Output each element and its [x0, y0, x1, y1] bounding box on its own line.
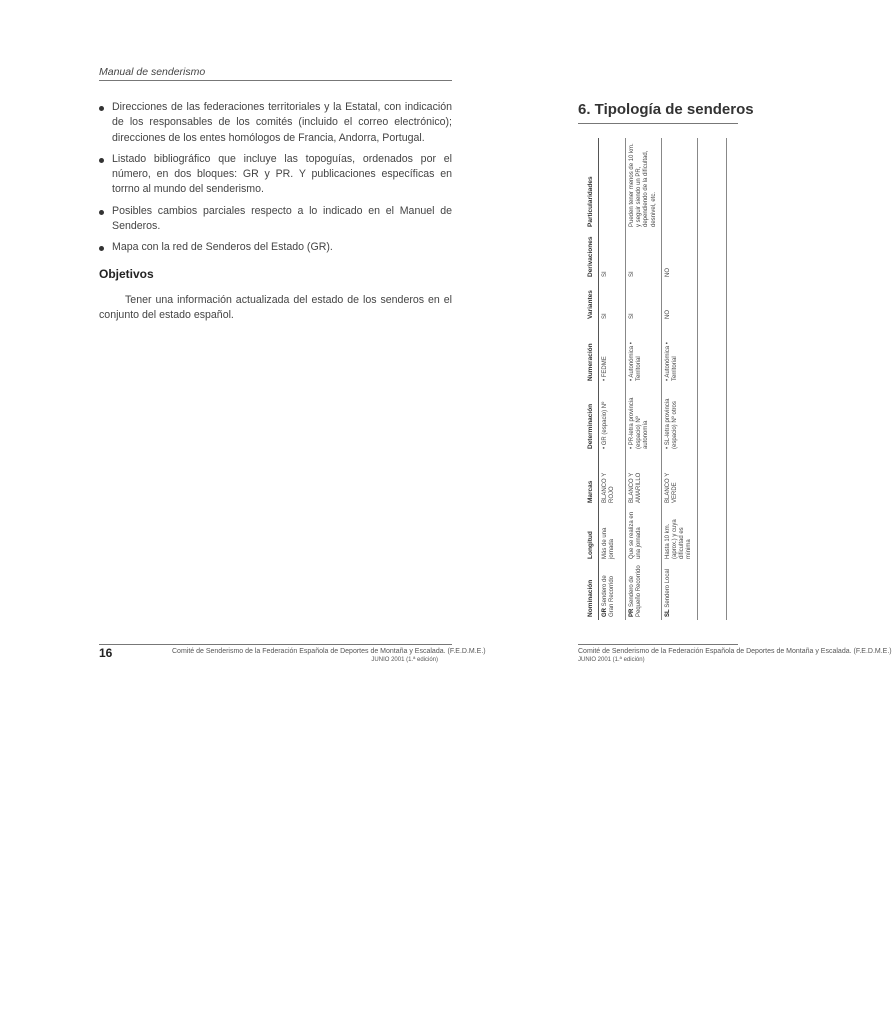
- section-title: Objetivos: [99, 267, 154, 281]
- footer-text: Comité de Senderismo de la Federación Española de Deportes de Montaña y Escalada. (F.E.D.M.E.): [172, 648, 486, 655]
- cell-particularidades: Pueden tener menos de 10 km. y seguir siendo un PR, dependiendo de la dificultad, desnivel, etc.: [626, 138, 662, 230]
- footer-text: Comité de Senderismo de la Federación Española de Deportes de Montaña y Escalada. (F.E.D.M.E.): [578, 648, 892, 655]
- cell-variantes: SI: [599, 280, 626, 322]
- list-item: Direcciones de las federaciones territoriales y la Estatal, con indicación de los responsables de los comités (incluido el correo electrónico); direcciones de los entes homólogos de Francia, Andorra, Portugal.: [99, 100, 452, 146]
- column-header: Marcas: [582, 452, 599, 506]
- column-header: Variantes: [582, 280, 599, 322]
- cell-numeracion: • FEDME: [599, 322, 626, 384]
- header-rule: [99, 80, 452, 81]
- typology-table-rotated: [582, 138, 728, 620]
- column-header: Determinación: [582, 384, 599, 452]
- bullet-icon: [99, 246, 104, 251]
- body-paragraph: Tener una información actualizada del estado de los senderos en el conjunto del estado español.: [99, 294, 452, 322]
- cell-derivaciones: SI: [626, 230, 662, 280]
- footer-edition: JUNIO 2001 (1.ª edición): [578, 657, 645, 663]
- cell-longitud: Más de una jornada: [599, 506, 626, 562]
- bullet-icon: [99, 106, 104, 111]
- table-row: [626, 138, 662, 620]
- list-item: Posibles cambios parciales respecto a lo indicado en el Manuel de Senderos.: [99, 204, 452, 235]
- column-header: Numeración: [582, 322, 599, 384]
- title-rule: [578, 123, 738, 124]
- column-header: Nominación: [582, 562, 599, 620]
- cell-numeracion: • Autonómica • Territorial: [661, 322, 697, 384]
- cell-determinacion: • GR (espacio) Nº: [599, 384, 626, 452]
- cell-marcas: BLANCO Y ROJO: [599, 452, 626, 506]
- cell-nominacion: GR Sendero de Gran Recorrido: [599, 562, 626, 620]
- bullet-icon: [99, 158, 104, 163]
- cell-marcas: BLANCO Y AMARILLO: [626, 452, 662, 506]
- table-row: [599, 138, 626, 620]
- cell-nominacion: SL Sendero Local: [661, 562, 697, 620]
- bullet-list: [99, 100, 452, 262]
- table-header-row: [582, 138, 599, 620]
- list-item: Listado bibliográfico que incluye las topoguías, ordenados por el número, en dos bloques: GR y PR. Y publicaciones específicas en torrno al mundo del senderismo.: [99, 152, 452, 198]
- cell-determinacion: • PR-letra provincia (espacio) Nº autonomía: [626, 384, 662, 452]
- cell-numeracion: • Autonómica • Territorial: [626, 322, 662, 384]
- cell-particularidades: [599, 138, 626, 230]
- footer-edition: JUNIO 2001 (1.ª edición): [371, 657, 438, 663]
- table-row: [661, 138, 697, 620]
- typology-table: [582, 138, 698, 620]
- list-item: Mapa con la red de Senderos del Estado (GR).: [99, 240, 452, 255]
- cell-derivaciones: SI: [599, 230, 626, 280]
- table-border: [726, 138, 727, 620]
- page-number: 16: [99, 646, 113, 660]
- cell-longitud: Hasta 10 km. (aprox.) y cuya dificultad es mínima: [661, 506, 697, 562]
- footer-rule: [99, 644, 452, 645]
- cell-longitud: Que se realiza en una jornada: [626, 506, 662, 562]
- cell-determinacion: • SL-letra provincia (espacio) Nº otros: [661, 384, 697, 452]
- column-header: Particularidades: [582, 138, 599, 230]
- cell-variantes: SI: [626, 280, 662, 322]
- bullet-icon: [99, 210, 104, 215]
- right-page: [470, 0, 892, 1031]
- running-head: Manual de senderismo: [99, 66, 206, 78]
- cell-particularidades: [661, 138, 697, 230]
- cell-nominacion: PR Sendero de Pequeño Recorrido: [626, 562, 662, 620]
- column-header: Derivaciones: [582, 230, 599, 280]
- footer-rule: [578, 644, 738, 645]
- cell-derivaciones: NO: [661, 230, 697, 280]
- page-title: 6. Tipología de senderos: [578, 101, 754, 118]
- cell-variantes: NO: [661, 280, 697, 322]
- column-header: Longitud: [582, 506, 599, 562]
- cell-marcas: BLANCO Y VERDE: [661, 452, 697, 506]
